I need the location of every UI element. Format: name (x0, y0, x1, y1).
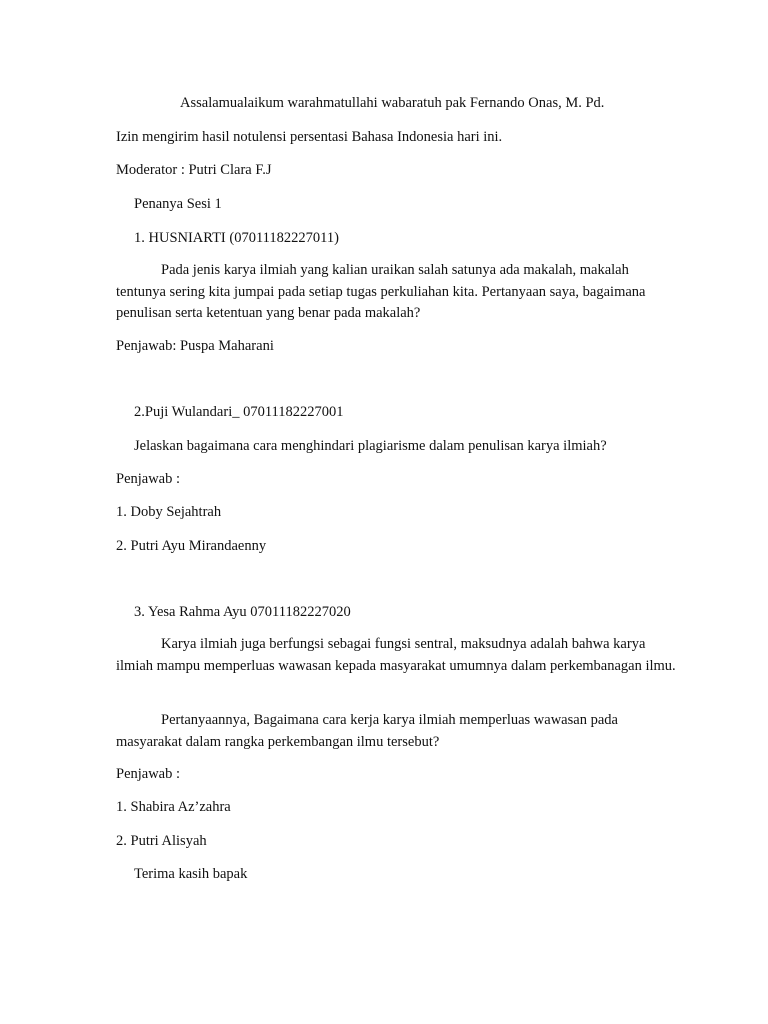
question-2-answerer-2: 2. Putri Ayu Mirandaenny (116, 538, 267, 554)
question-2-answerer-label: Penjawab : (116, 471, 181, 487)
greeting-line: Assalamualaikum warahmatullahi wabaratuh pak Fernando Onas, M. Pd. (180, 95, 605, 111)
question-3-paragraph-2: Pertanyaannya, Bagaimana cara kerja karya ilmiah memperluas wawasan pada masyarakat dalam rangka perkembangan ilmu tersebut? (116, 712, 618, 750)
closing-line: Terima kasih bapak (134, 866, 248, 882)
question-3-answerer-1: 1. Shabira Az’zahra (116, 799, 231, 815)
question-3-paragraph-1: Karya ilmiah juga berfungsi sebagai fungsi sentral, maksudnya adalah bahwa karya ilmiah mampu memperluas wawasan kepada masyarakat umumnya dalam perkembanagan ilmu. (116, 636, 676, 674)
question-2-answerer-1: 1. Doby Sejahtrah (116, 504, 222, 520)
intro-line: Izin mengirim hasil notulensi persentasi Bahasa Indonesia hari ini. (116, 129, 503, 145)
question-3-answerer-2: 2. Putri Alisyah (116, 833, 207, 849)
question-1-asker: 1. HUSNIARTI (07011182227011) (134, 230, 339, 246)
question-1-answerer: Penjawab: Puspa Maharani (116, 338, 274, 354)
question-2-asker: 2.Puji Wulandari_ 07011182227001 (134, 404, 344, 420)
question-2-text: Jelaskan bagaimana cara menghindari plagiarisme dalam penulisan karya ilmiah? (134, 438, 607, 454)
question-1-text: Pada jenis karya ilmiah yang kalian uraikan salah satunya ada makalah, makalah tentunya sering kita jumpai pada setiap tugas perkuliahan kita. Pertanyaan saya, bagaimana penulisan serta ketentuan yang benar pada makalah? (116, 262, 646, 321)
session-heading: Penanya Sesi 1 (134, 196, 222, 212)
question-3-asker: 3. Yesa Rahma Ayu 07011182227020 (134, 604, 351, 620)
question-3-answerer-label: Penjawab : (116, 766, 181, 782)
moderator-line: Moderator : Putri Clara F.J (116, 162, 272, 178)
